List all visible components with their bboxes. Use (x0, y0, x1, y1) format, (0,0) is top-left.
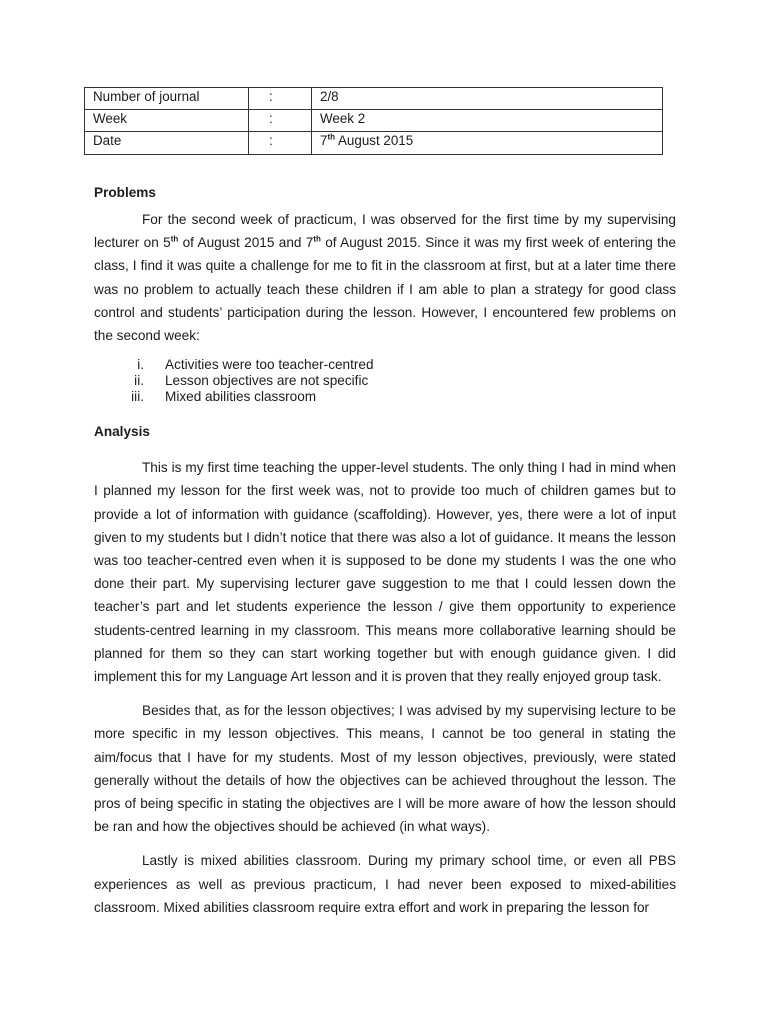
week-label: Week (85, 110, 249, 132)
colon-separator: : (249, 88, 312, 110)
journal-body (94, 183, 676, 919)
list-item (94, 357, 676, 373)
problems-text-part: For the second week of practicum, I was observed for the first time by my supervising lecturer on 5 (94, 212, 676, 251)
list-item-number: iii. (131, 389, 144, 405)
date-value (312, 132, 663, 155)
journal-number-value: 2/8 (312, 88, 663, 110)
table-row (85, 110, 663, 132)
problems-text-part: of August 2015. Since it was my first week of entering the class, I find it was quite a challenge for me to fit in the classroom at first, but at a later time there was no problem to actually teach these children if I am able to plan a strategy for good class control and students’ participation during the lesson. However, I encountered few problems on the second week: (94, 235, 676, 344)
list-item-number: i. (137, 357, 144, 373)
list-item (94, 389, 676, 405)
problems-list (94, 357, 676, 405)
colon-separator: : (249, 132, 312, 155)
colon-separator: : (249, 110, 312, 132)
date-month-year: August 2015 (335, 133, 414, 148)
date-label: Date (85, 132, 249, 155)
list-item-text: Lesson objectives are not specific (165, 373, 369, 389)
ordinal-suffix: th (313, 234, 321, 244)
list-item-text: Mixed abilities classroom (165, 389, 317, 405)
problems-text-part: of August 2015 and 7 (178, 235, 314, 251)
list-item (94, 373, 676, 389)
analysis-paragraph-3: Lastly is mixed abilities classroom. During my primary school time, or even all PBS experiences as well as previous practicum, I had never been exposed to mixed-abilities classroom. Mixed abilities classroom require extra effort and work in preparing the lesson for (94, 853, 676, 915)
week-value: Week 2 (312, 110, 663, 132)
analysis-paragraph-2: Besides that, as for the lesson objectives; I was advised by my supervising lecture to be more specific in my lesson objectives. This means, I cannot be too general in stating the aim/focus that I have for my students. Most of my lesson objectives, previously, were stated generally without the details of how the objectives can be achieved throughout the lesson. The pros of being specific in stating the objectives are I will be more aware of how the lesson should be ran and how the objectives should be achieved (in what ways). (94, 703, 676, 835)
journal-number-label: Number of journal (85, 88, 249, 110)
date-ordinal-suffix: th (327, 132, 336, 142)
problems-heading: Problems (94, 185, 156, 200)
date-day: 7 (320, 133, 328, 148)
problems-paragraph (94, 208, 676, 347)
list-item-number: ii. (134, 373, 144, 389)
analysis-heading: Analysis (94, 424, 150, 440)
table-row (85, 132, 663, 155)
ordinal-suffix: th (170, 234, 179, 244)
journal-info-table (84, 87, 663, 155)
analysis-paragraph-1: This is my first time teaching the upper-level students. The only thing I had in mind when I planned my lesson for the first week was, not to provide too much of children games but to provide a lot of information with guidance (scaffolding). However, yes, there were a lot of input given to my students but I didn’t notice that there was also a lot of guidance. It means the lesson was too teacher-centred even when it is supposed to be done my students I was the one who done their part. My supervising lecturer gave suggestion to me that I could lessen down the teacher’s part and let students experience the lesson / give them opportunity to experience students-centred learning in my classroom. This means more collaborative learning should be planned for them so they can start working together but with enough guidance given. I did implement this for my Language Art lesson and it is proven that they really enjoyed group task. (94, 460, 676, 685)
list-item-text: Activities were too teacher-centred (165, 357, 374, 373)
table-row (85, 88, 663, 110)
